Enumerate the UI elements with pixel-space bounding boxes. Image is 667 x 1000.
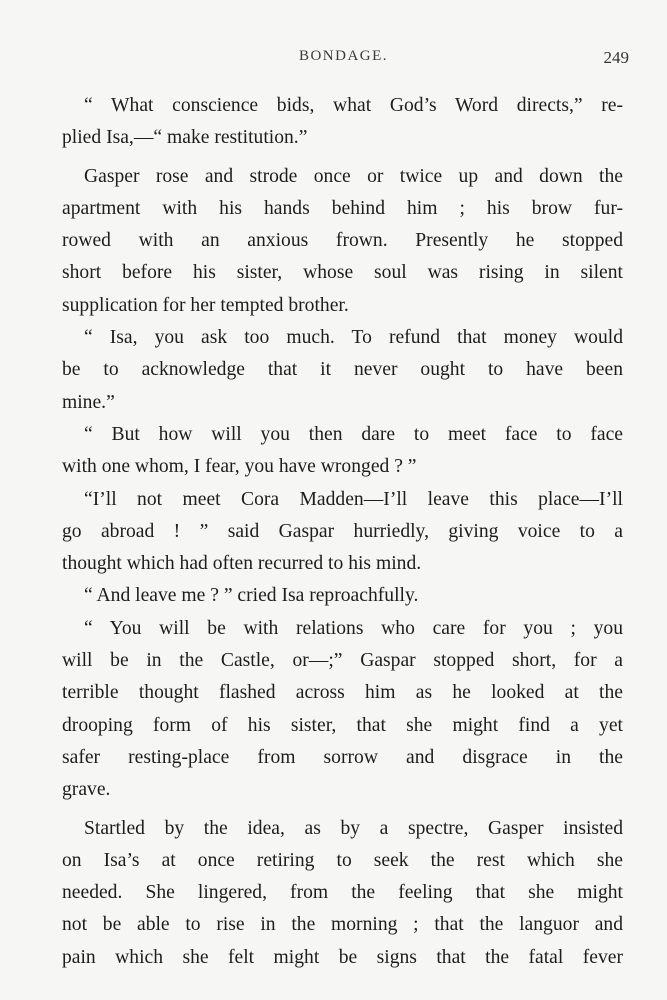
text-line: terrible thought flashed across him as he looked at the: [62, 682, 623, 704]
text-line: “ But how will you then dare to meet face to face: [84, 423, 623, 445]
text-line: grave.: [62, 779, 111, 801]
running-head: [60, 48, 627, 72]
page-number: 249: [603, 48, 629, 67]
text-line: be to acknowledge that it never ought to have been: [62, 359, 623, 381]
text-line: “ You will be with relations who care for you ; you: [84, 617, 623, 639]
text-line: “ And leave me ? ” cried Isa reproachfully.: [84, 585, 419, 607]
text-line: pain which she felt might be signs that the fatal fever: [62, 946, 623, 968]
body-text: [62, 90, 623, 974]
text-line: “ What conscience bids, what God’s Word directs,” re-: [84, 95, 623, 116]
text-line: safer resting-place from sorrow and disgrace in the: [62, 746, 623, 768]
text-line: “ Isa, you ask too much. To refund that money would: [84, 327, 623, 349]
text-line: go abroad ! ” said Gaspar hurriedly, giving voice to a: [62, 520, 623, 542]
running-head-title: BONDAGE.: [298, 48, 389, 64]
text-line: with one whom, I fear, you have wronged ? ”: [62, 456, 417, 478]
text-line: rowed with an anxious frown. Presently he stopped: [62, 230, 623, 252]
text-line: needed. She lingered, from the feeling that she might: [62, 882, 623, 904]
text-line: apartment with his hands behind him ; his brow fur-: [62, 197, 623, 219]
text-line: drooping form of his sister, that she might find a yet: [62, 714, 623, 736]
text-line: supplication for her tempted brother.: [62, 294, 349, 316]
text-line: not be able to rise in the morning ; that the languor and: [62, 914, 623, 936]
text-line: plied Isa,—“ make restitution.”: [62, 127, 308, 149]
text-line: on Isa’s at once retiring to seek the rest which she: [62, 849, 623, 871]
text-line: thought which had often recurred to his mind.: [62, 553, 422, 575]
text-line: short before his sister, whose soul was rising in silent: [62, 262, 623, 284]
text-line: “I’ll not meet Cora Madden—I’ll leave this place—I’ll: [84, 488, 623, 510]
text-line: Startled by the idea, as by a spectre, Gasper insisted: [84, 817, 623, 839]
text-line: Gasper rose and strode once or twice up and down the: [84, 165, 623, 187]
text-line: mine.”: [62, 391, 115, 413]
text-line: will be in the Castle, or—;” Gaspar stopped short, for a: [62, 650, 623, 672]
